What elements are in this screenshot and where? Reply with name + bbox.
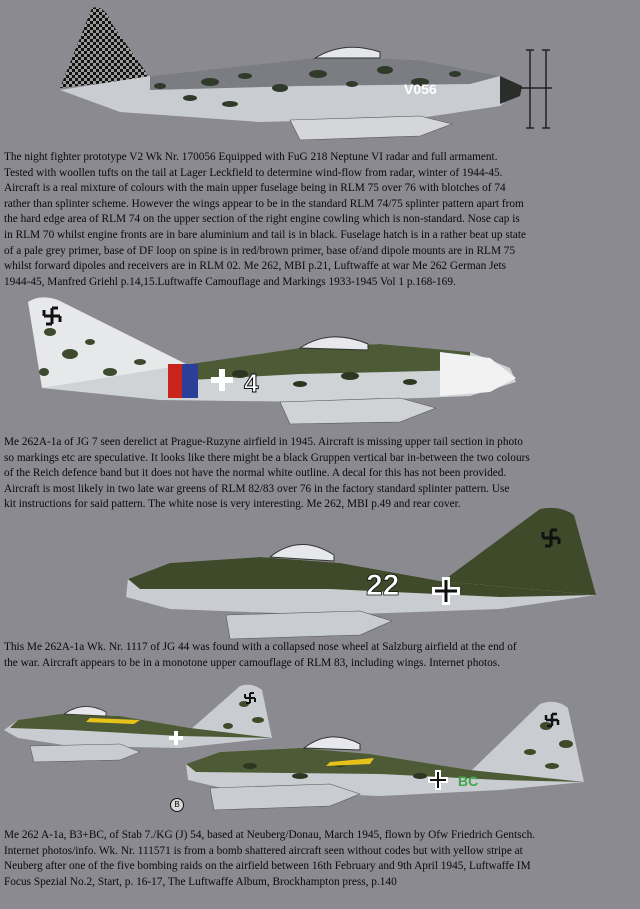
code-v056: V056	[404, 81, 437, 97]
aircraft-profile-v056	[0, 0, 640, 152]
code-4: 4	[244, 368, 259, 398]
code-22: 22	[366, 569, 400, 602]
code-bc: BC	[458, 773, 479, 789]
caption-kg54: Me 262 A-1a, B3+BC, of Stab 7./KG (J) 54, based at Neuberg/Donau, March 1945, flown by Ofw Friedrich Gentsch. Internet photos/info. Wk. Nr. 111571 is from a bomb shattered aircraft seen without codes but with yellow stripe at Neuberg after one of the five bombing raids on the airfield between 16th February and 9th April 1945, Luftwaffe IM Focus Spezial No.2, Start, p. 16-17, The Luftwaffe Album, Brockhampton press, p.140	[4, 829, 536, 888]
aircraft-profile-kg54	[0, 680, 640, 820]
caption-jg7: Me 262A-1a of JG 7 seen derelict at Prague-Ruzyne airfield in 1945. Aircraft is missing upper tail section in photo so markings etc are speculative. It looks like there might be a black Gruppen vertical bar in-between the two colours of the Reich defence band but it does not have the normal white outline. A decal for this has not been provided. Aircraft is most likely in two late war greens of RLM 82/83 over 76 in the factory standard splinter pattern. Use kit instructions for said pattern. The white nose is very interesting. Me 262, MBI p.49 and rear cover.	[4, 436, 530, 511]
aircraft-profile-jg44	[0, 505, 640, 645]
aircraft-profile-jg7	[0, 292, 640, 432]
caption-v056: The night fighter prototype V2 Wk Nr. 170056 Equipped with FuG 218 Neptune VI radar and full armament. Tested with woollen tufts on the tail at Lager Leckfield to determine wind-flow from radar, winter of 1944-45. Aircraft is a real mixture of colours with the main upper fuselage being in RLM 75 over 76 with blotches of 74 rather than splinter scheme. However the wings appear to be in the standard RLM 74/75 splinter pattern apart from the hard edge area of RLM 74 on the upper section of the right engine cowling which is non-standard. Nose cap is in RLM 70 whilst engine fronts are in bare aluminium and tail is in black. Fuselage hatch is in a rather beat up state of a pale grey primer, base of DF loop on spine is in red/brown primer, base of/and dipole mounts are in RLM 75 whilst forward dipoles and receivers are in RLM 02. Me 262, MBI p.21, Luftwaffe at war Me 262 German Jets 1944-45, Manfred Griehl p.14,15.Luftwaffe Camouflage and Markings 1933-1945 Vol 1 p.168-169.	[4, 151, 527, 288]
callout-marker-b: B	[170, 798, 184, 812]
caption-jg44: This Me 262A-1a Wk. Nr. 1117 of JG 44 was found with a collapsed nose wheel at Salzburg airfield at the end of the war. Aircraft appears to be in a monotone upper camouflage of RLM 83, including wings. Internet photos.	[4, 641, 517, 669]
aircraft-kg54-small	[4, 685, 272, 762]
